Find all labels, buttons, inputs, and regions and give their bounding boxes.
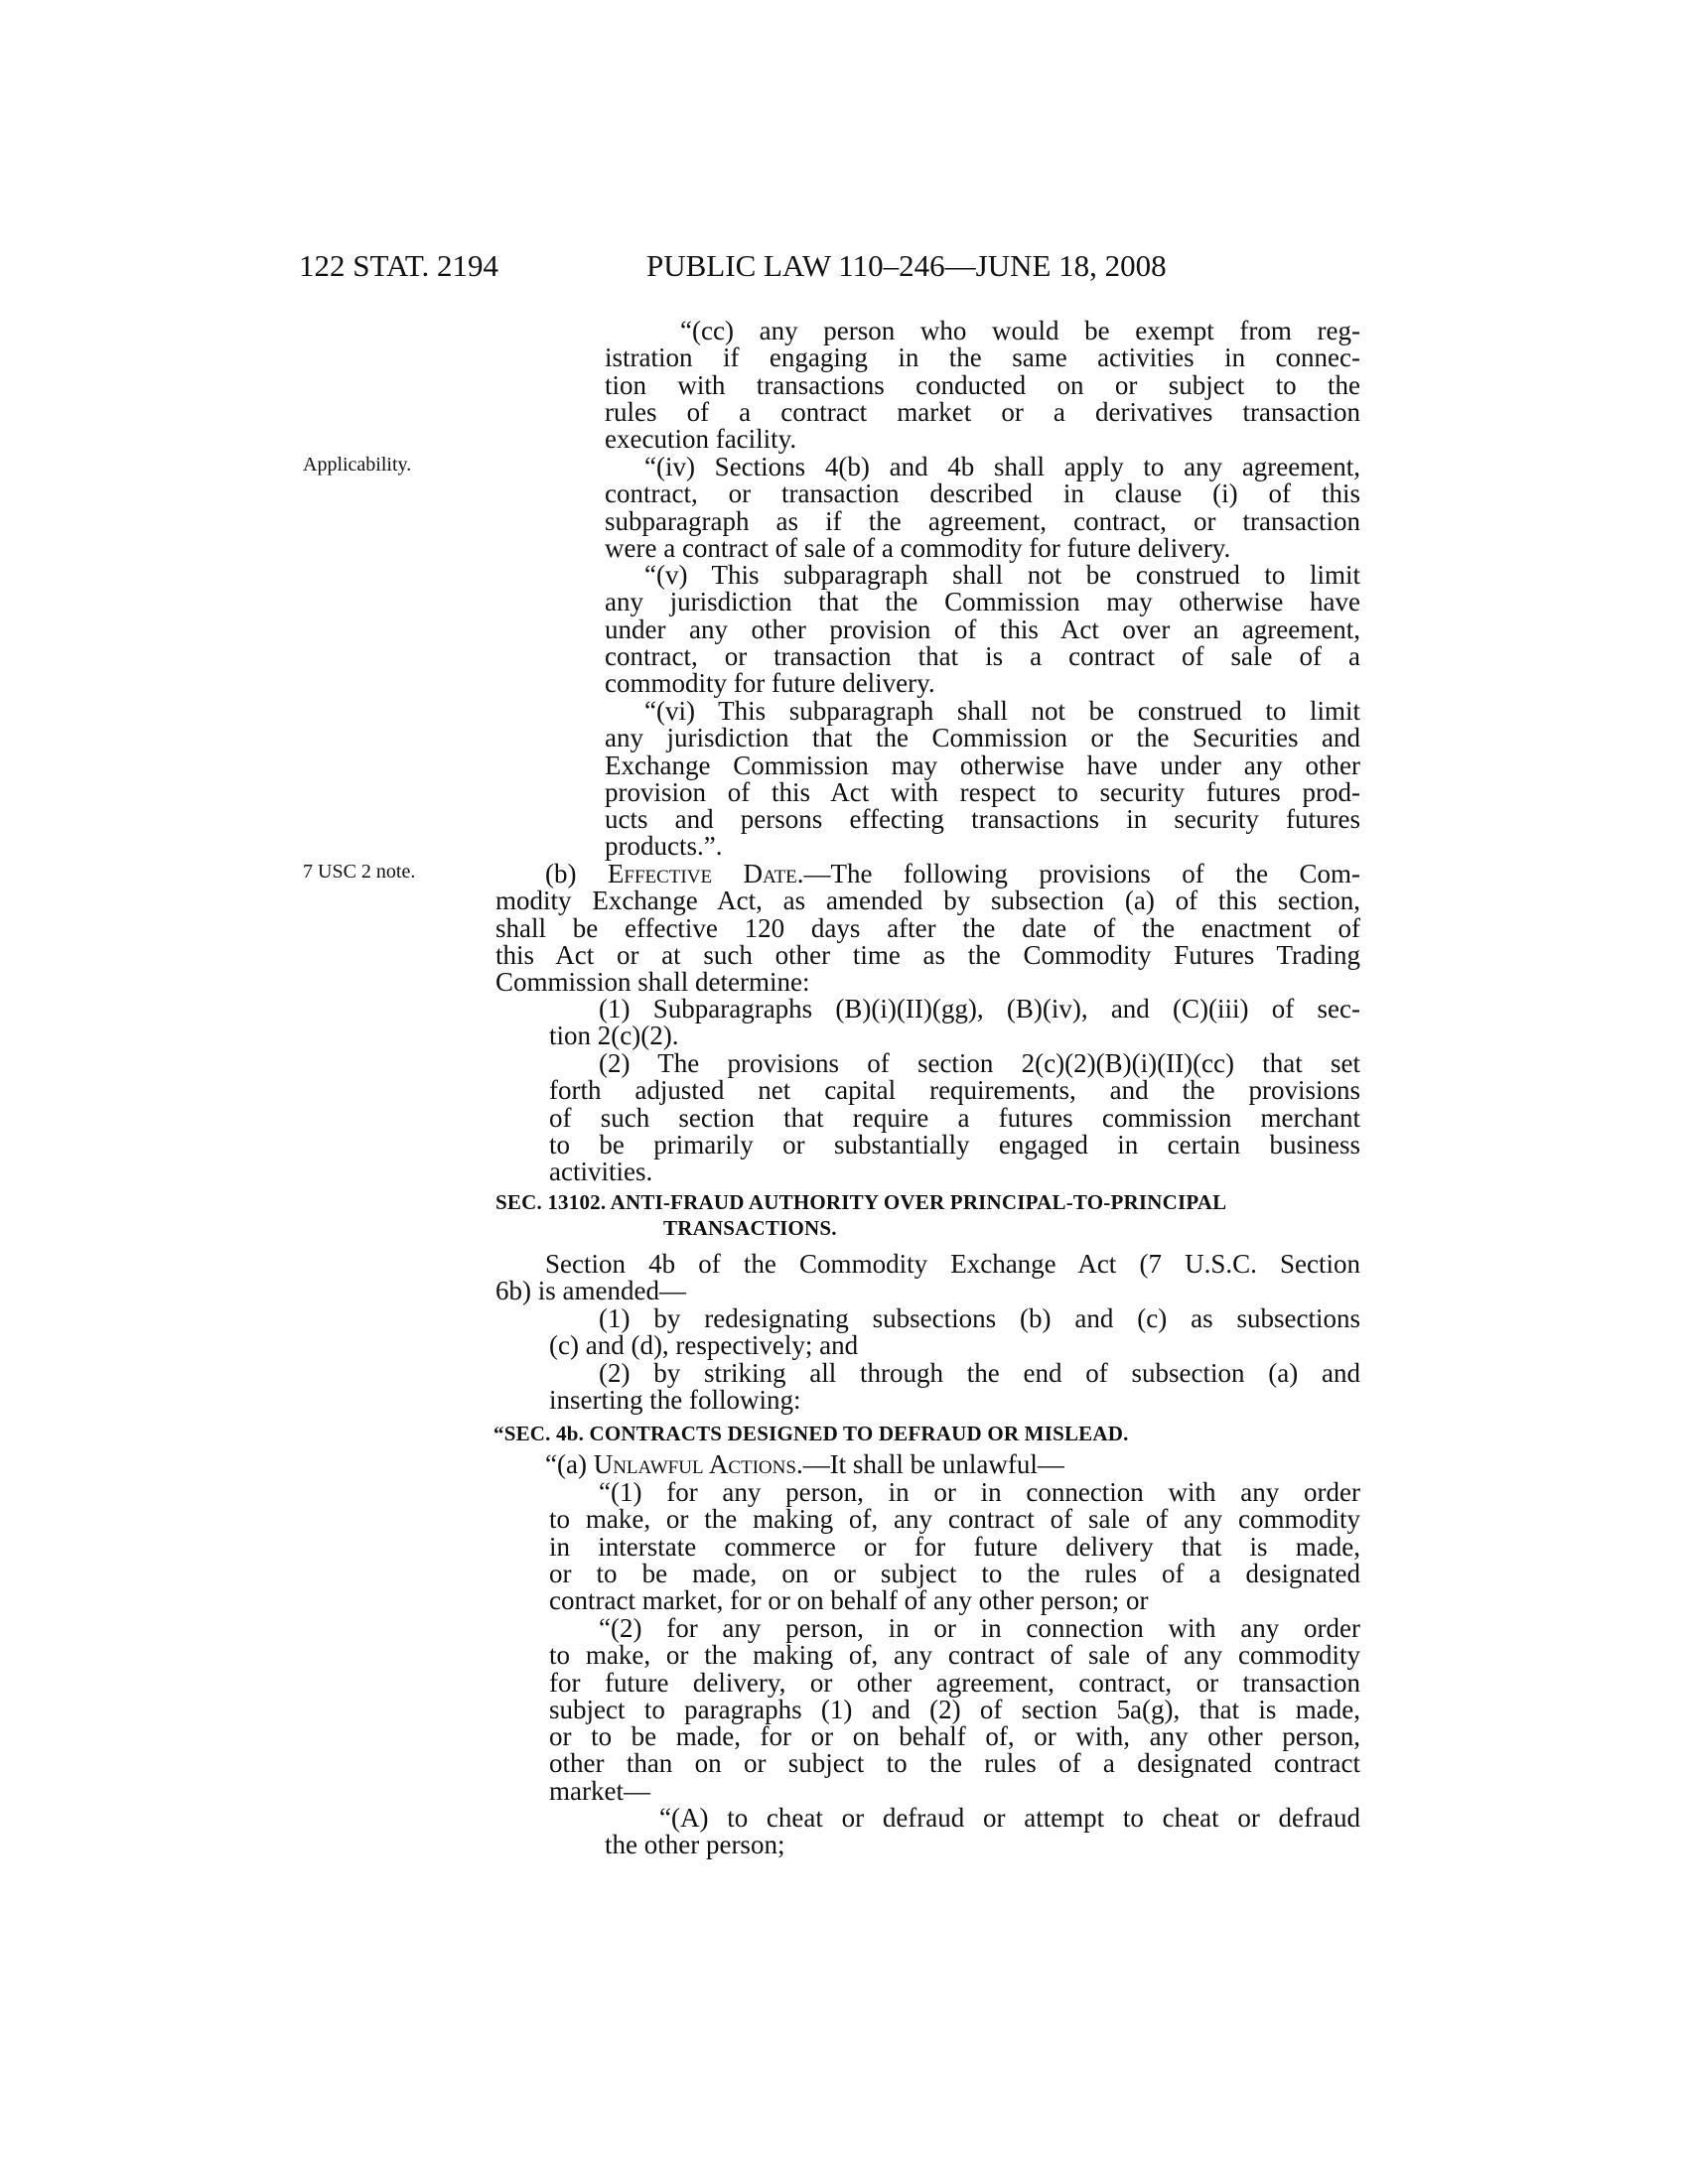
text-line: of such section that require a futures commission merchant <box>549 1102 1360 1133</box>
text-line: (2) The provisions of section 2(c)(2)(B)(i)(II)(cc) that set <box>599 1048 1360 1078</box>
text-line: provision of this Act with respect to security futures prod- <box>605 776 1360 807</box>
text-line: istration if engaging in the same activities in connec- <box>605 342 1360 373</box>
subsection-b-heading: Effective Date <box>607 859 797 888</box>
text-line: to make, or the making of, any contract of sale of any commodity <box>549 1640 1360 1671</box>
paragraph-b1 <box>549 996 1360 1050</box>
clause-cc <box>605 318 1360 453</box>
clause-vi <box>605 698 1360 861</box>
text-line: other than on or subject to the rules of a designated contract <box>549 1748 1360 1779</box>
text-line: (2) by striking all through the end of subsection (a) and <box>599 1358 1360 1388</box>
text-line: for future delivery, or other agreement, contract, or transaction <box>549 1667 1360 1698</box>
text-line: tion 2(c)(2). <box>549 1021 679 1051</box>
subsection-a-lead-text: .—It shall be unlawful— <box>795 1449 1064 1479</box>
text-line: (1) by redesignating subsections (b) and (c) as subsections <box>599 1303 1360 1333</box>
subparagraph-a2-A <box>605 1805 1360 1859</box>
text-line: under any other provision of this Act over an agreement, <box>605 614 1360 644</box>
text-line: inserting the following: <box>549 1385 801 1416</box>
subsection-a-label: “(a) <box>545 1449 594 1479</box>
text-line: tion with transactions conducted on or subject to the <box>605 369 1360 400</box>
subsection-a-heading: Unlawful Actions <box>593 1449 796 1479</box>
text-line: “(A) to cheat or defraud or attempt to cheat or defraud <box>659 1803 1360 1833</box>
clause-iv <box>605 454 1360 562</box>
text-line: to be primarily or substantially engaged in certain business <box>549 1129 1360 1160</box>
text-line: any jurisdiction that the Commission or the Securities and <box>605 723 1360 753</box>
text-line: any jurisdiction that the Commission may otherwise have <box>605 587 1360 617</box>
page-stat-citation: 122 STAT. 2194 <box>299 248 499 283</box>
text-line: Commission shall determine: <box>495 967 810 998</box>
text-line: ucts and persons effecting transactions in security futures <box>605 804 1360 835</box>
text-line: or to be made, for or on behalf of, or with, any other person, <box>549 1721 1360 1752</box>
text-line: or to be made, on or subject to the rules of a designated <box>549 1558 1360 1588</box>
text-line: were a contract of sale of a commodity for future delivery. <box>605 532 1231 563</box>
paragraph-b2 <box>549 1050 1360 1185</box>
margin-note-usc: 7 USC 2 note. <box>303 861 416 883</box>
section-13102-heading: SEC. 13102. ANTI-FRAUD AUTHORITY OVER PRINCIPAL-TO-PRINCIPAL <box>495 1190 1227 1214</box>
section-4b-heading: “SEC. 4b. CONTRACTS DESIGNED TO DEFRAUD OR MISLEAD. <box>493 1422 1129 1445</box>
amendment-item-1 <box>549 1305 1360 1360</box>
text-line: subparagraph as if the agreement, contract, or transaction <box>605 505 1360 536</box>
text-line: “(v) This subparagraph shall not be construed to limit <box>644 560 1360 590</box>
clause-v <box>605 562 1360 697</box>
subsection-b-effective-date <box>495 861 1360 996</box>
amendment-item-2 <box>549 1360 1360 1415</box>
section-13102-heading-cont: TRANSACTIONS. <box>663 1216 837 1240</box>
section-13102-intro <box>495 1251 1360 1305</box>
text-line: Section 4b of the Commodity Exchange Act (7 U.S.C. Section <box>545 1249 1360 1279</box>
subsection-b-lead-text: .—The following provisions of the Com- <box>796 859 1361 888</box>
text-line: “(1) for any person, in or in connection with any order <box>599 1477 1360 1507</box>
text-line: activities. <box>549 1157 653 1187</box>
text-line <box>495 861 1360 887</box>
text-line: shall be effective 120 days after the date of the enactment of <box>495 912 1360 943</box>
text-line: subject to paragraphs (1) and (2) of section 5a(g), that is made, <box>549 1694 1360 1724</box>
text-line: “(iv) Sections 4(b) and 4b shall apply to any agreement, <box>644 452 1360 481</box>
text-line <box>545 1451 1360 1478</box>
text-line: commodity for future delivery. <box>605 668 935 699</box>
text-line: this Act or at such other time as the Commodity Futures Trading <box>495 939 1360 970</box>
text-line: (1) Subparagraphs (B)(i)(II)(gg), (B)(iv), and (C)(iii) of sec- <box>599 994 1360 1024</box>
text-line: (c) and (d), respectively; and <box>549 1330 859 1361</box>
text-line: market— <box>549 1775 650 1806</box>
subsection-a-unlawful-actions <box>545 1451 1360 1478</box>
text-line: Exchange Commission may otherwise have under any other <box>605 750 1360 780</box>
page-running-title: PUBLIC LAW 110–246—JUNE 18, 2008 <box>646 248 1167 283</box>
text-line: contract, or transaction described in clause (i) of this <box>605 478 1360 509</box>
text-line: products.”. <box>605 831 723 862</box>
text-line: to make, or the making of, any contract of sale of any commodity <box>549 1504 1360 1535</box>
text-line: “(cc) any person who would be exempt from reg- <box>680 316 1360 345</box>
text-line: rules of a contract market or a derivatives transaction <box>605 396 1360 427</box>
text-line: contract market, for or on behalf of any other person; or <box>549 1585 1149 1616</box>
margin-note-applicability: Applicability. <box>303 454 412 476</box>
paragraph-a1 <box>549 1479 1360 1614</box>
text-line: “(vi) This subparagraph shall not be construed to limit <box>644 696 1360 726</box>
text-line: in interstate commerce or for future delivery that is made, <box>549 1531 1360 1562</box>
text-line: modity Exchange Act, as amended by subsection (a) of this section, <box>495 886 1360 916</box>
text-line: the other person; <box>605 1830 785 1860</box>
text-line: “(2) for any person, in or in connection with any order <box>599 1613 1360 1643</box>
paragraph-a2 <box>549 1615 1360 1805</box>
text-line: 6b) is amended— <box>495 1276 686 1306</box>
text-line: forth adjusted net capital requirements, and the provisions <box>549 1075 1360 1106</box>
text-line: execution facility. <box>605 424 797 455</box>
text-line: contract, or transaction that is a contract of sale of a <box>605 640 1360 671</box>
subsection-b-label: (b) <box>545 859 608 888</box>
